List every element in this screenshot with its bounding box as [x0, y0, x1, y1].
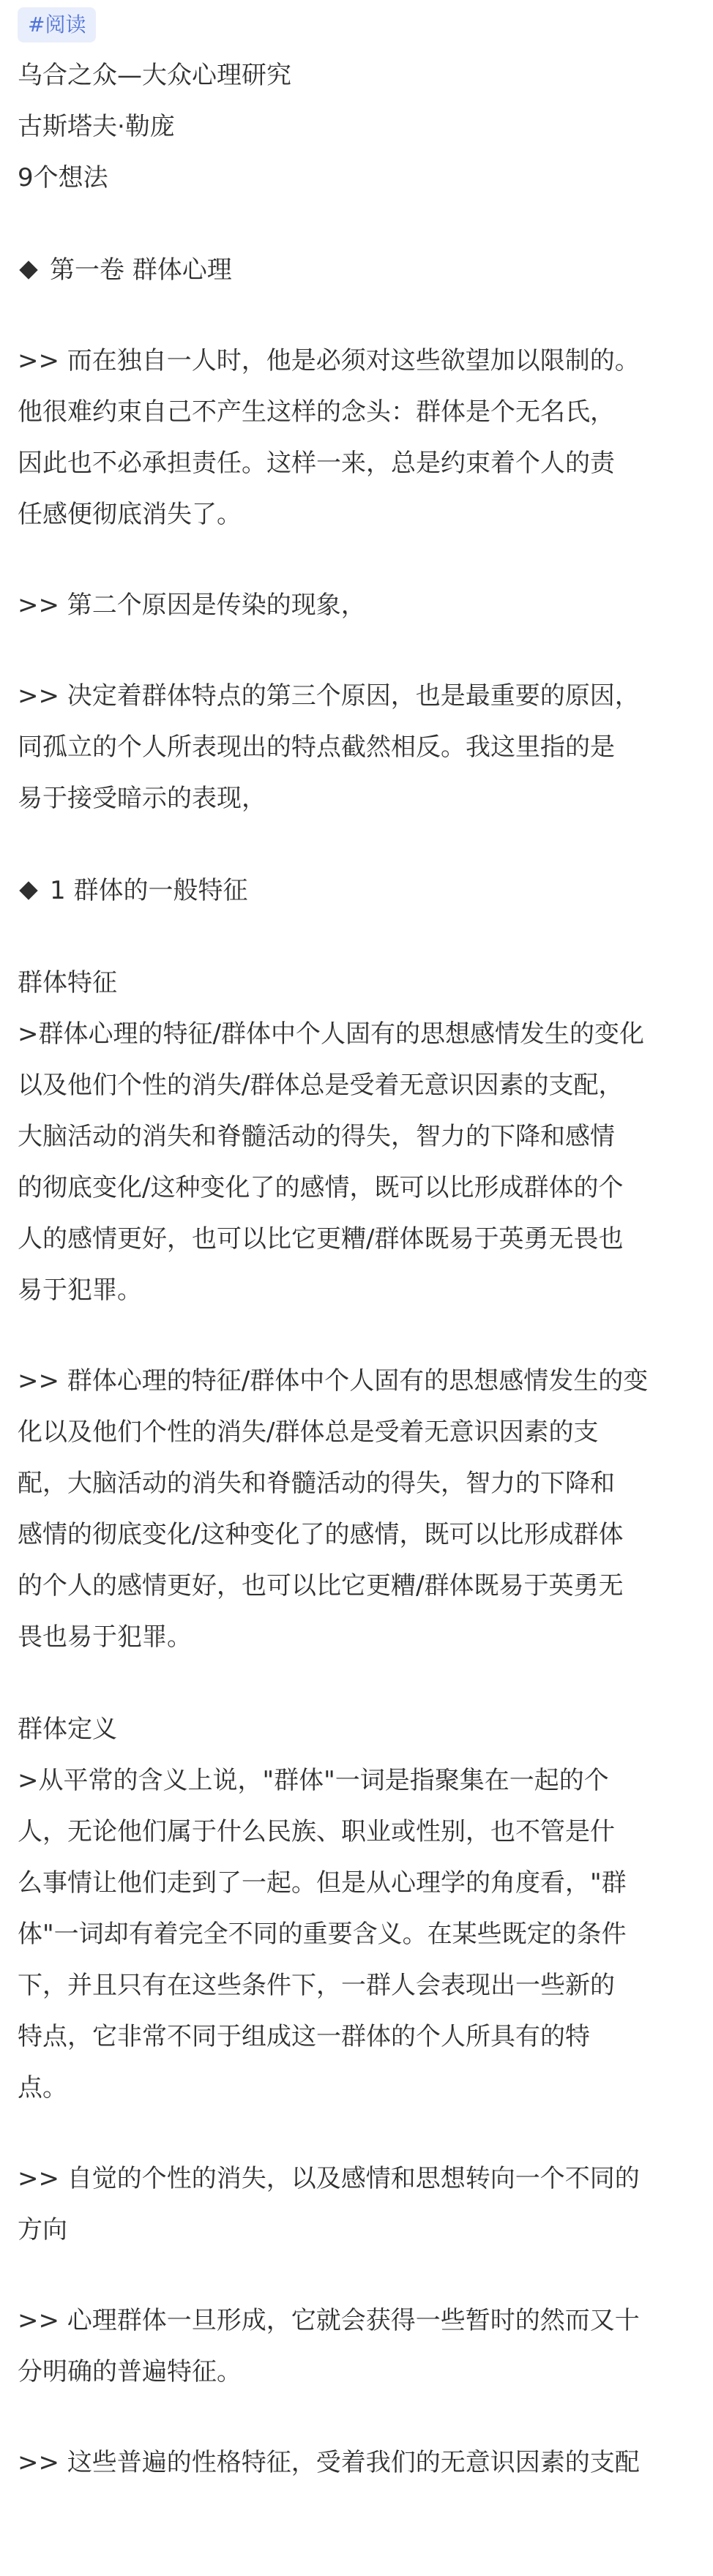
note-page [18, 7, 706, 2488]
features-paragraph-2 [18, 1355, 706, 1663]
vol1-paragraph-2 [18, 580, 706, 631]
idea-count: 9个想法 [18, 163, 108, 192]
definition-paragraph-4 [18, 2437, 706, 2488]
features-paragraph-1: >群体心理的特征/群体中个人固有的思想感情发生的变化 以及他们个性的消失/群体总是受着无意识因素的支配， 大脑活动的消失和脊髓活动的得失，智力的下降和感情 的彻底变化/这种变化了的感情，既可以比形成群体的个 人的感情更好，也可以比它更糟/群体既易于英勇无畏也 易于犯罪。 [18, 1019, 644, 1305]
vol1-paragraph-3 [18, 670, 706, 824]
definition-title: 群体定义 [18, 1715, 117, 1744]
paragraph-text: >> 自觉的个性的消失，以及感情和思想转向一个不同的 方向 [18, 2164, 640, 2244]
diamond-bullet-icon [19, 881, 37, 899]
paragraph-text: >> 群体心理的特征/群体中个人固有的思想感情发生的变 化以及他们个性的消失/群体总是受着无意识因素的支 配，大脑活动的消失和脊髓活动的得失，智力的下降和 感情的彻底变化/这种变化了的感情，既可以比形成群体 的个人的感情更好，也可以比它更糟/群体既易于英勇无 畏也易于犯罪。 [18, 1366, 649, 1652]
paragraph-text: >> 第二个原因是传染的现象， [18, 591, 366, 620]
definition-paragraph-3 [18, 2295, 706, 2397]
tag-reading[interactable]: #阅读 [18, 7, 96, 42]
features-title: 群体特征 [18, 968, 117, 997]
paragraph-text: >> 决定着群体特点的第三个原因，也是最重要的原因， 同孤立的个人所表现出的特点截然相反。我这里指的是 易于接受暗示的表现， [18, 681, 640, 813]
vol1-paragraph-1 [18, 335, 706, 540]
definition-paragraph-1: >从平常的含义上说，"群体"一词是指聚集在一起的个 人，无论他们属于什么民族、职业或性别，也不管是什 么事情让他们走到了一起。但是从心理学的角度看，"群 体"一词却有着完全不同的重要含义。在某些既定的条件 下，并且只有在这些条件下，一群人会表现出一些新的 特点，它非常不同于组成这一群体的个人所具有的特 点。 [18, 1766, 627, 2103]
section-vol1-title: 第一卷 群体心理 [50, 255, 232, 285]
book-title: 乌合之众—大众心理研究 [18, 61, 291, 90]
paragraph-text: >> 心理群体一旦形成，它就会获得一些暂时的然而又十 分明确的普遍特征。 [18, 2306, 640, 2386]
definition-paragraph-2 [18, 2153, 706, 2255]
section-ch1-title: 1 群体的一般特征 [50, 876, 248, 905]
section-vol1 [18, 244, 706, 296]
section-ch1 [18, 865, 706, 916]
paragraph-text: >> 这些普遍的性格特征，受着我们的无意识因素的支配 [18, 2448, 640, 2477]
paragraph-text: >> 而在独自一人时，他是必须对这些欲望加以限制的。 他很难约束自己不产生这样的念头：群体是个无名氏， 因此也不必承担责任。这样一来，总是约束着个人的责 任感便彻底消失了。 [18, 346, 640, 529]
book-author: 古斯塔夫·勒庞 [18, 112, 175, 141]
diamond-bullet-icon [19, 261, 37, 279]
